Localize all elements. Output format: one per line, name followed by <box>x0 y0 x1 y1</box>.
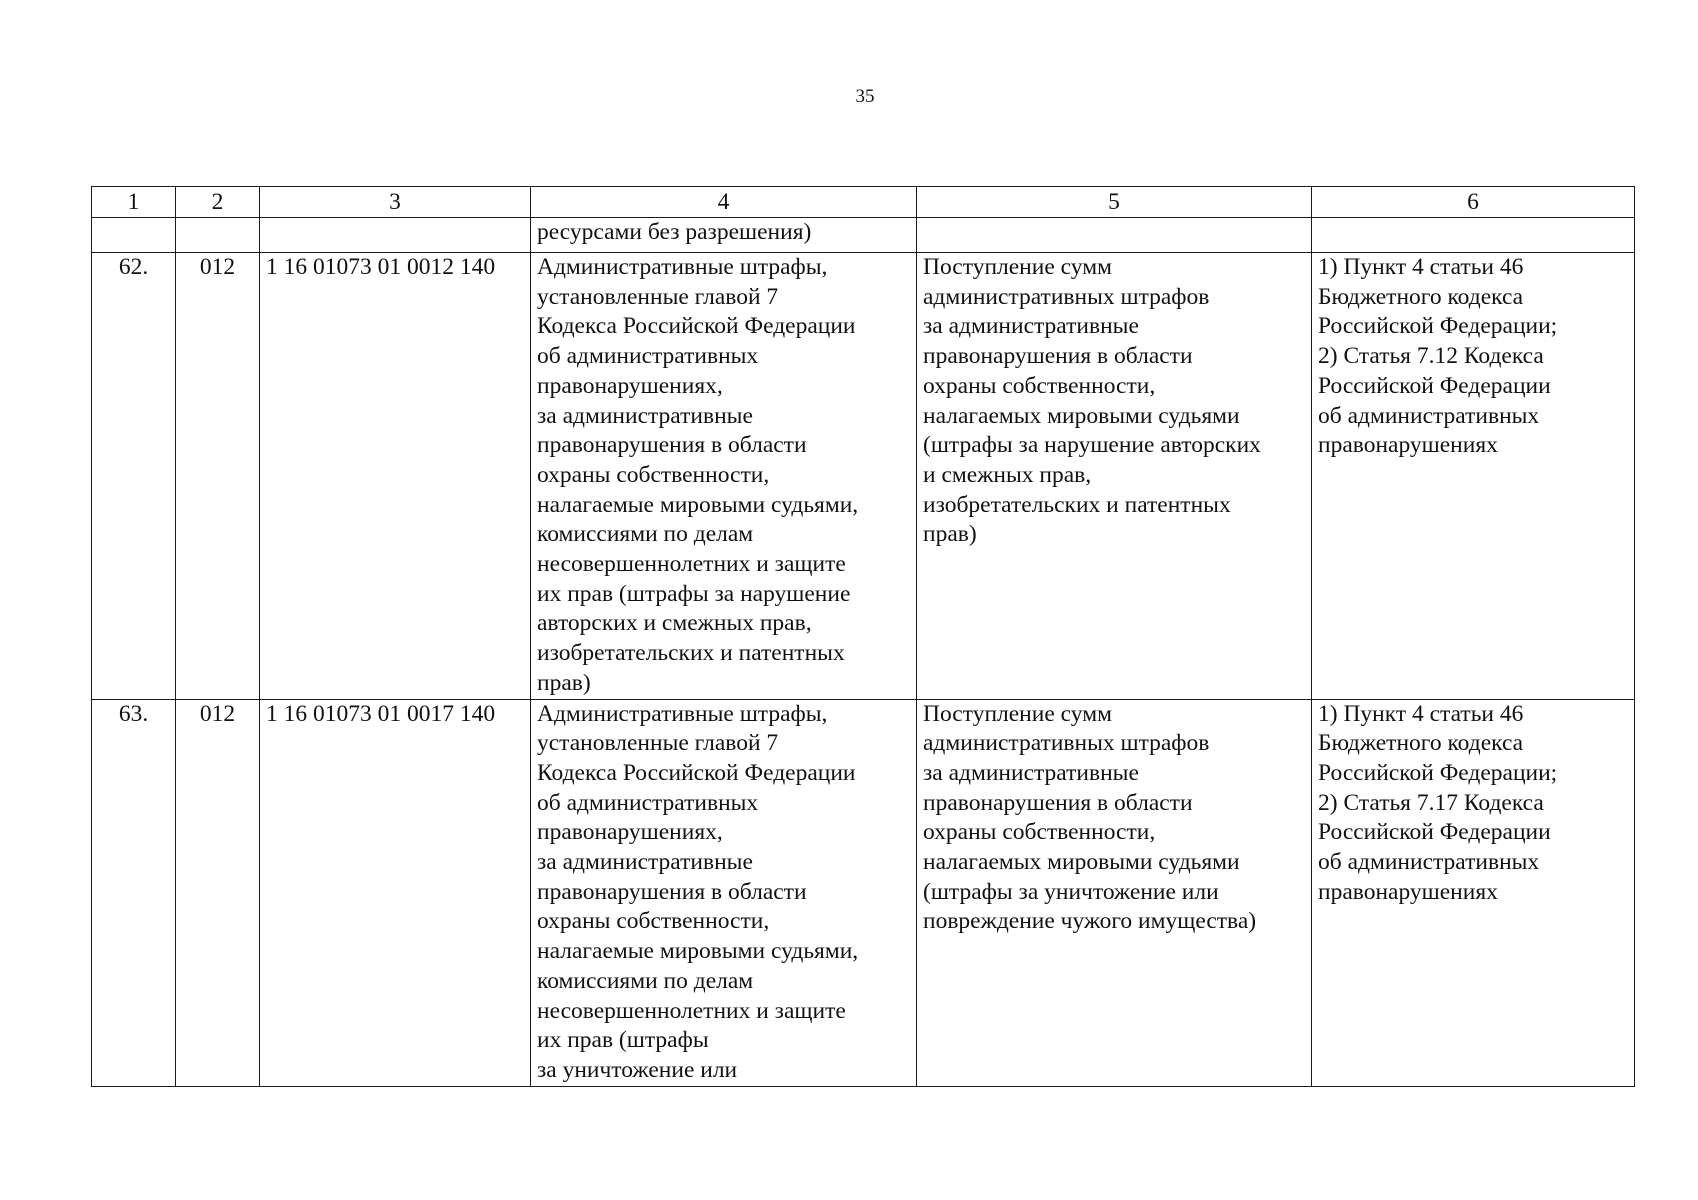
legal-basis: 1) Пункт 4 статьи 46 Бюджетного кодекса Российской Федерации; 2) Статья 7.17 Кодекса Российской Федерации об административных правонарушениях <box>1318 700 1558 905</box>
budget-classification-code: 1 16 01073 01 0012 140 <box>260 253 531 700</box>
revenue-name: Административные штрафы, установленные главой 7 Кодекса Российской Федерации об административных правонарушениях, за административные правонарушения в области охраны собственности, налагаемые мировыми судьями, комиссиями по делам несовершеннолетних и защите их прав (штрафы за нарушение авторских и смежных прав, изобретательских и патентных прав) <box>537 254 859 696</box>
legal-basis-cell <box>1312 253 1635 700</box>
revenue-description: Поступление сумм административных штрафов за административные правонарушения в области охраны собственности, налагаемых мировыми судьями (штрафы за уничтожение или повреждение чужого имущества) <box>923 700 1257 935</box>
administrator-code: 012 <box>176 699 260 1086</box>
column-number-6: 6 <box>1312 187 1635 218</box>
table-row <box>92 253 1635 700</box>
table-row <box>92 699 1635 1086</box>
empty-cell <box>1312 218 1635 253</box>
continuation-row <box>92 218 1635 253</box>
revenue-description-cell <box>917 253 1312 700</box>
revenue-name: Административные штрафы, установленные главой 7 Кодекса Российской Федерации об административных правонарушениях, за административные правонарушения в области охраны собственности, налагаемые мировыми судьями, комиссиями по делам несовершеннолетних и защите их прав (штрафы за уничтожение или <box>537 700 859 1083</box>
revenue-codes-table <box>91 186 1635 1087</box>
column-number-1: 1 <box>92 187 176 218</box>
revenue-name-cell <box>531 253 917 700</box>
page-number: 35 <box>855 86 875 107</box>
column-number-3: 3 <box>260 187 531 218</box>
empty-cell <box>260 218 531 253</box>
row-number: 62. <box>92 253 176 700</box>
empty-cell <box>917 218 1312 253</box>
revenue-name-cell <box>531 699 917 1086</box>
continued-name-cell: ресурсами без разрешения) <box>531 218 917 253</box>
revenue-description-cell <box>917 699 1312 1086</box>
legal-basis: 1) Пункт 4 статьи 46 Бюджетного кодекса Российской Федерации; 2) Статья 7.12 Кодекса Российской Федерации об административных правонарушениях <box>1318 254 1558 459</box>
administrator-code: 012 <box>176 253 260 700</box>
column-number-2: 2 <box>176 187 260 218</box>
empty-cell <box>176 218 260 253</box>
empty-cell <box>92 218 176 253</box>
row-number: 63. <box>92 699 176 1086</box>
revenue-description: Поступление сумм административных штрафов за административные правонарушения в области охраны собственности, налагаемых мировыми судьями (штрафы за нарушение авторских и смежных прав, изобретательских и патентных прав) <box>923 254 1261 548</box>
legal-basis-cell <box>1312 699 1635 1086</box>
table-header-row <box>92 187 1635 218</box>
column-number-4: 4 <box>531 187 917 218</box>
column-number-5: 5 <box>917 187 1312 218</box>
budget-classification-code: 1 16 01073 01 0017 140 <box>260 699 531 1086</box>
